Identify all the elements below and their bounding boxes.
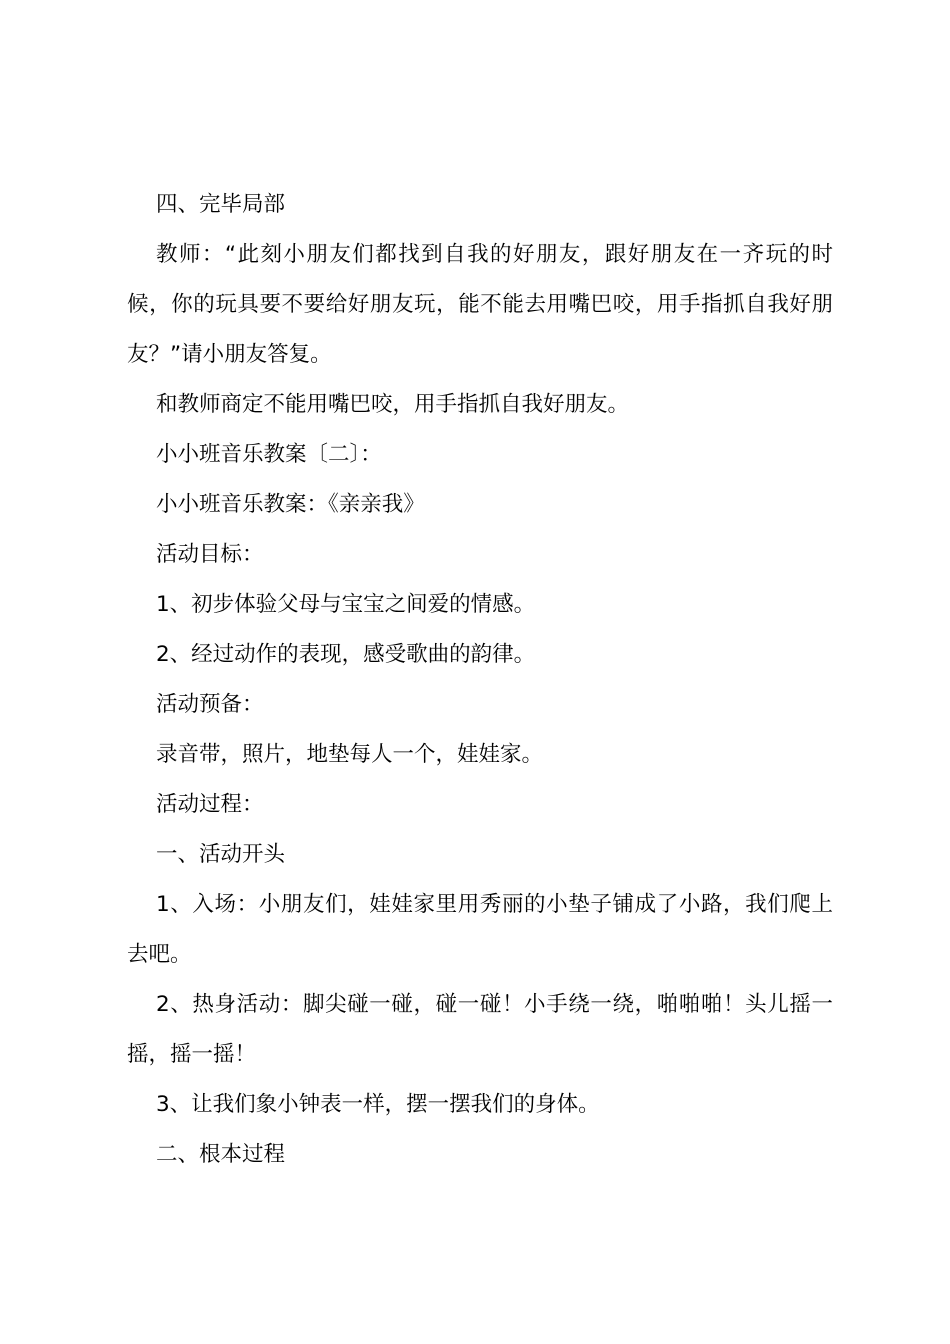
lesson-plan-title: 小小班音乐教案〔二〕：: [156, 442, 382, 467]
goal-item-1: 1、初步体验父母与宝宝之间爱的情感。: [156, 592, 536, 617]
document-page: [127, 180, 833, 1180]
activity-goals-heading: 活动目标：: [156, 542, 264, 567]
goal-item-2: 2、经过动作的表现，感受歌曲的韵律。: [156, 642, 536, 667]
preparation-heading: 活动预备：: [156, 692, 264, 717]
section-heading-start: 一、活动开头: [156, 842, 286, 867]
step-clock: 3、让我们象小钟表一样，摆一摆我们的身体。: [156, 1092, 600, 1117]
preparation-materials: 录音带，照片，地垫每人一个，娃娃家。: [156, 742, 544, 767]
process-heading: 活动过程：: [156, 792, 264, 817]
step-warmup: 2、热身活动：脚尖碰一碰，碰一碰！小手绕一绕，啪啪啪！头儿摇一摇，摇一摇！: [127, 992, 833, 1067]
lesson-plan-subtitle: 小小班音乐教案：《亲亲我》: [156, 492, 425, 517]
section-heading-basic: 二、根本过程: [156, 1142, 286, 1167]
step-entrance: 1、入场：小朋友们，娃娃家里用秀丽的小垫子铺成了小路，我们爬上去吧。: [127, 892, 833, 967]
teacher-question-paragraph: 教师：“此刻小朋友们都找到自我的好朋友，跟好朋友在一齐玩的时候，你的玩具要不要给好朋友玩，能不能去用嘴巴咬，用手指抓自我好朋友？”请小朋友答复。: [127, 242, 833, 367]
agreement-paragraph: 和教师商定不能用嘴巴咬，用手指抓自我好朋友。: [156, 392, 630, 417]
section-heading-end: 四、完毕局部: [156, 192, 286, 217]
